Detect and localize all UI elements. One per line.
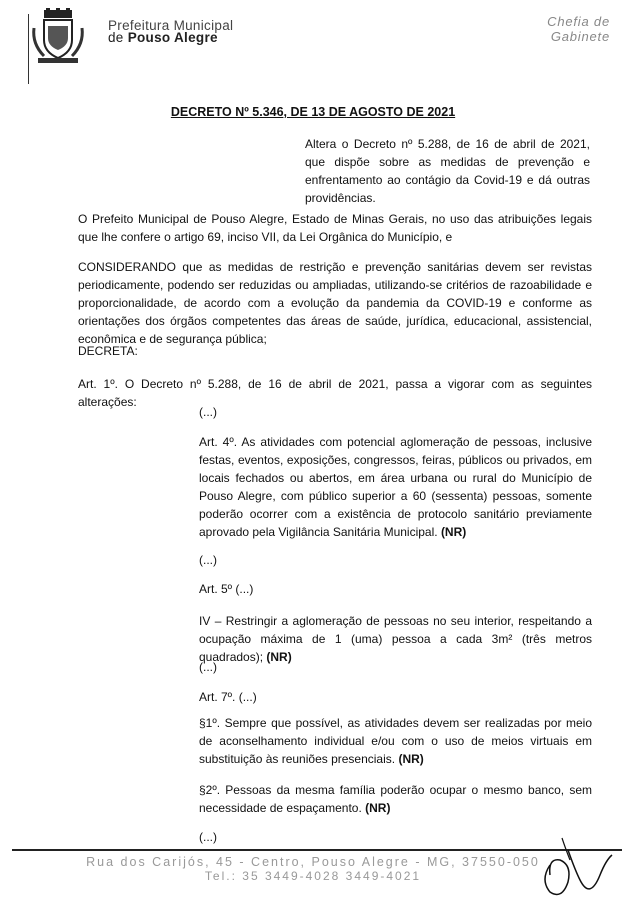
article-5: Art. 5º (...) [199,582,254,596]
org-name-prefix: de [108,30,124,45]
ellipsis-3: (...) [199,660,217,674]
ellipsis-1: (...) [199,405,217,419]
decree-summary: Altera o Decreto nº 5.288, de 16 de abril de 2021, que dispõe sobre as medidas de prevenção e enfrentamento ao contágio da Covid-19 e dá outras providências. [305,137,590,205]
article-1: Art. 1º. O Decreto nº 5.288, de 16 de abril de 2021, passa a vigorar com as seguintes alterações: [78,377,592,409]
coat-of-arms-icon [30,8,86,64]
ellipsis-4: (...) [199,830,217,844]
article-7: Art. 7º. (...) [199,690,257,704]
paragraph-1-text: §1º. Sempre que possível, as atividades devem ser realizadas por meio de aconselhamento individual e/ou com o uso de meios virtuais em substituição às reuniões presenciais. [199,716,592,766]
org-name-line1: Prefeitura Municipal [108,18,234,33]
footer-address: Rua dos Carijós, 45 - Centro, Pouso Alegre - MG, 37550-050 [86,855,540,869]
office-name-line1: Chefia de [547,14,610,29]
org-name-line2 [108,30,218,45]
office-name [547,14,610,44]
decree-title: DECRETO Nº 5.346, DE 13 DE AGOSTO DE 2021 [170,105,456,119]
margin-rule [28,14,29,84]
item-iv-text: IV – Restringir a aglomeração de pessoas no seu interior, respeitando a ocupação máxima de 1 (uma) pessoa a cada 3m² (três metros quadrados); [199,614,592,664]
nr-mark: (NR) [365,801,391,815]
ellipsis-2: (...) [199,553,217,567]
paragraph-1 [199,714,592,768]
org-name-city: Pouso Alegre [127,30,218,45]
decreta-heading: DECRETA: [78,344,138,358]
office-name-line2: Gabinete [550,29,610,44]
paragraph-2-text: §2º. Pessoas da mesma família poderão ocupar o mesmo banco, sem necessidade de espaçamento. [199,783,592,815]
nr-mark: (NR) [440,525,467,539]
signature-initials-icon [520,820,620,900]
footer-phone: Tel.: 35 3449-4028 3449-4021 [204,869,422,883]
preamble-paragraph: O Prefeito Municipal de Pouso Alegre, Estado de Minas Gerais, no uso das atribuições legais que lhe confere o artigo 69, inciso VII, da Lei Orgânica do Município, e [78,212,592,244]
article-4-text: Art. 4º. As atividades com potencial aglomeração de pessoas, inclusive festas, eventos, exposições, congressos, feiras, públicos ou privados, em locais fechados ou abertos, em área urbana ou rural do Município de Pouso Alegre, com público superior a 60 (sessenta) pessoas, somente poderão ocorrer com a existência de protocolo sanitário previamente aprovado pela Vigilância Sanitária Municipal. [199,435,592,539]
nr-mark: (NR) [266,650,292,664]
nr-mark: (NR) [398,752,424,766]
paragraph-2 [199,781,592,817]
considerando-paragraph: CONSIDERANDO que as medidas de restrição e prevenção sanitárias devem ser revistas periodicamente, podendo ser reduzidas ou ampliadas, utilizando-se critérios de razoabilidade e proporcionalidade, de acordo com a evolução da pandemia da COVID-19 e conforme as orientações dos órgãos competentes das áreas de saúde, jurídica, educacional, assistencial, econômica e de segurança pública; [78,260,592,346]
article-4 [199,433,592,541]
